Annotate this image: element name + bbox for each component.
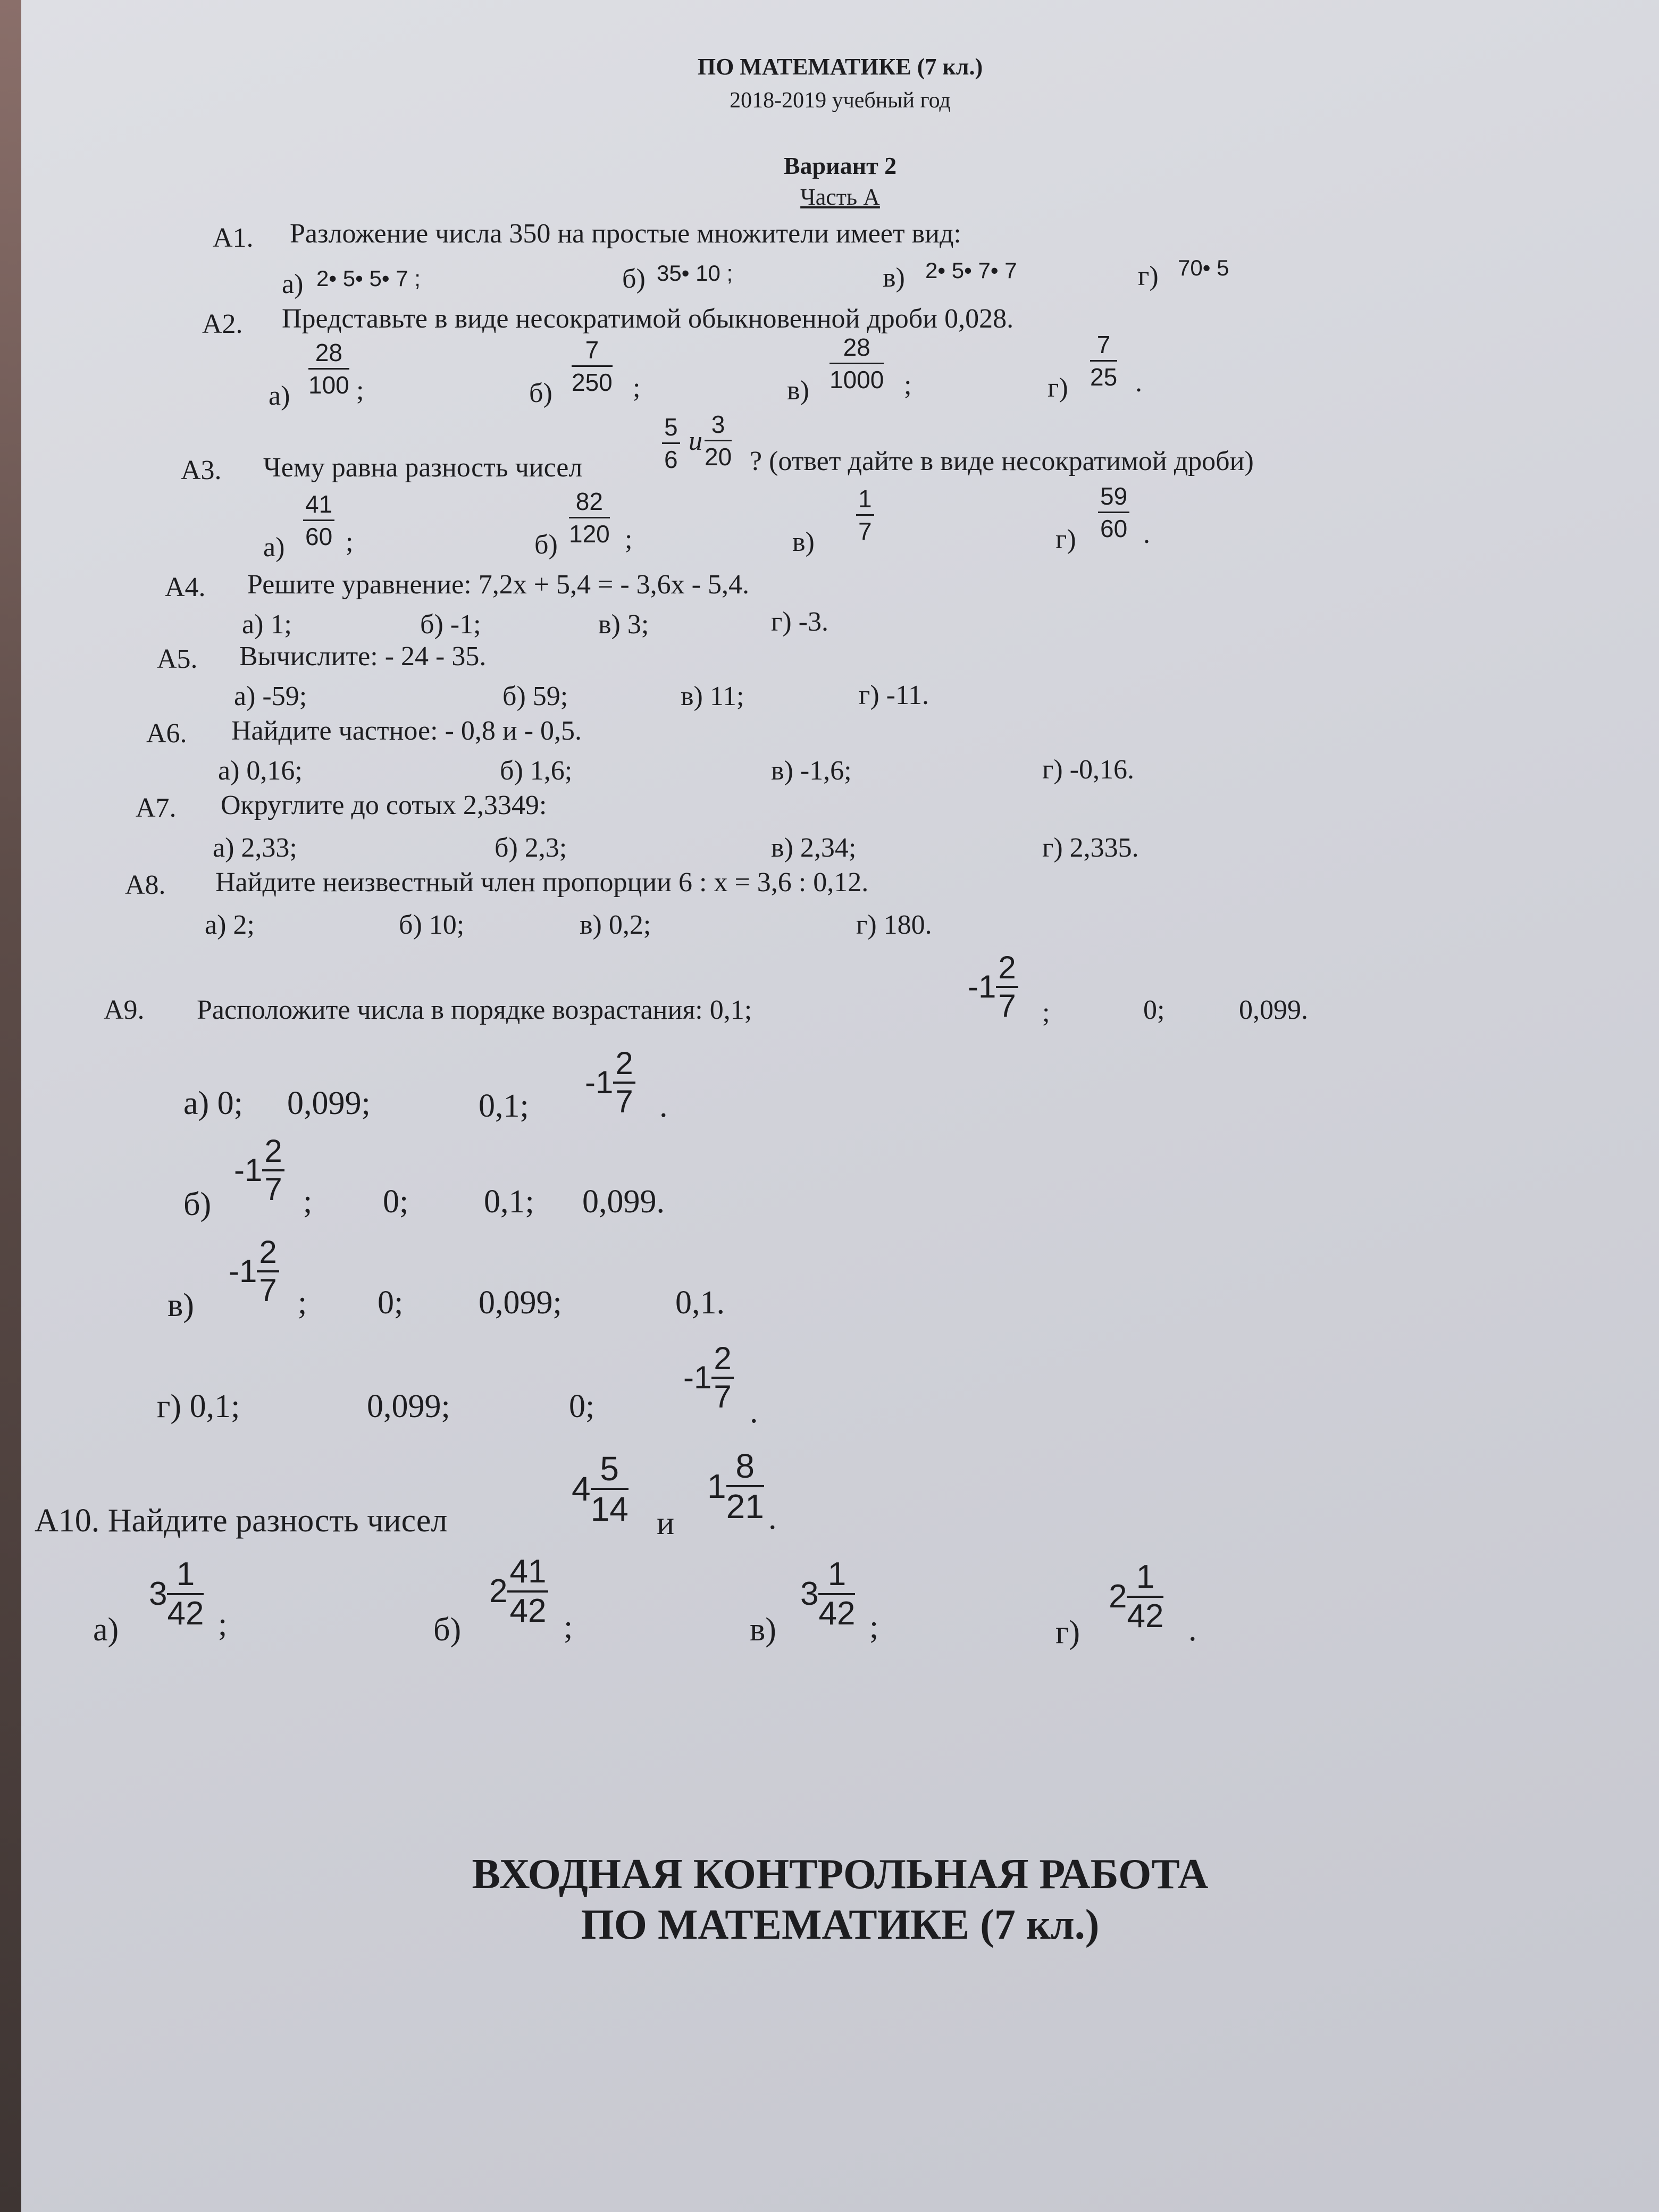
a9-option-v-letter: в) [167, 1287, 194, 1323]
a10-answer-a-letter: а) [93, 1612, 119, 1648]
a5-answer-a: а) -59; [234, 681, 307, 711]
question-a7-text: Округлите до сотых 2,3349: [221, 790, 547, 820]
a3-answer-v-letter: в) [792, 527, 815, 557]
question-a6-text: Найдите частное: - 0,8 и - 0,5. [231, 716, 582, 746]
a3-and: и [689, 426, 702, 456]
a9-option-v-tail: ; [298, 1285, 307, 1321]
a1-answer-v-value: 2• 5• 7• 7 [925, 258, 1017, 283]
a10-mixed-2: 1 $\frac{8}{21}$ [707, 1447, 764, 1526]
a10-dot: . [768, 1500, 777, 1536]
a4-answer-a: а) 1; [242, 609, 292, 640]
question-a2-text: Представьте в виде несократимой обыкновенной дроби 0,028. [282, 304, 1014, 334]
a7-answer-b: б) 2,3; [495, 833, 567, 863]
a9-option-g-mixed: -1 $\frac{2}{7}$ [683, 1343, 734, 1413]
a4-answer-b: б) -1; [420, 609, 481, 640]
a6-answer-a: а) 0,16; [218, 756, 303, 786]
a9-option-b-v4: 0,099. [582, 1184, 665, 1220]
question-a10-label: А10. Найдите разность чисел [35, 1503, 448, 1539]
a10-answer-g-mixed: 2 $\frac{1}{42}$ [1109, 1559, 1164, 1635]
a7-answer-v: в) 2,34; [771, 833, 857, 863]
a3-answer-b-fraction: $\frac{82}{120}$ [569, 488, 610, 548]
a2-answer-b-fraction: $\frac{7}{250}$ [572, 336, 613, 396]
question-a4-label: А4. [165, 572, 206, 602]
a9-semicolon: ; [1042, 998, 1050, 1028]
a3-answer-g-letter: г) [1055, 524, 1076, 555]
part-title: Часть А [800, 184, 880, 210]
a9-option-a-tail: . [659, 1088, 668, 1124]
a7-answer-a: а) 2,33; [213, 833, 297, 863]
a3-fraction-1: $\frac{5}{6}$ [662, 415, 680, 472]
question-a9-label: А9. [104, 995, 145, 1025]
header-year: 2018-2019 учебный год [730, 88, 951, 113]
a9-option-g-tail: . [750, 1394, 758, 1430]
a8-answer-b: б) 10; [399, 910, 465, 940]
a3-answer-a-letter: а) [263, 532, 285, 563]
question-a5-label: А5. [157, 644, 198, 674]
a9-option-b-letter: б) [183, 1186, 212, 1222]
a2-answer-v-tail: ; [904, 370, 912, 400]
a2-answer-v-letter: в) [787, 375, 809, 406]
worksheet-page [21, 0, 1659, 2212]
a10-answer-v-mixed: 3 $\frac{1}{42}$ [800, 1556, 856, 1632]
question-a9-text: Расположите числа в порядке возрастания: 0,1; [197, 995, 752, 1025]
a10-answer-b-tail: ; [564, 1609, 573, 1645]
question-a5-text: Вычислите: - 24 - 35. [239, 641, 487, 672]
question-a6-label: А6. [146, 718, 187, 749]
a9-last: 0,099. [1239, 995, 1308, 1025]
a9-option-b-tail: ; [303, 1184, 313, 1220]
a9-option-a-letter: а) 0; [183, 1085, 243, 1121]
a1-answer-b-value: 35• 10 ; [657, 261, 733, 286]
question-a1-text: Разложение числа 350 на простые множители имеет вид: [290, 219, 961, 249]
question-a7-label: А7. [136, 793, 177, 823]
a9-option-a-v2: 0,099; [287, 1085, 371, 1121]
a3-fraction-2: $\frac{3}{20}$ [705, 410, 732, 471]
a2-answer-a-letter: а) [269, 381, 290, 411]
a9-option-v-v2: 0; [378, 1285, 404, 1321]
header-title: ПО МАТЕМАТИКЕ (7 кл.) [697, 54, 983, 80]
a10-and: и [657, 1505, 675, 1541]
a3-answer-g-tail: . [1143, 519, 1150, 549]
a3-answer-a-tail: ; [346, 527, 354, 557]
a4-answer-v: в) 3; [598, 609, 649, 640]
question-a1-label: А1. [213, 223, 254, 253]
a2-answer-a-tail: ; [356, 375, 364, 406]
a4-answer-g: г) -3. [771, 607, 828, 637]
a1-answer-g-letter: г) [1138, 261, 1159, 291]
a10-answer-b-mixed: 2 $\frac{41}{42}$ [489, 1555, 548, 1628]
a2-answer-g-tail: . [1135, 367, 1142, 398]
a9-option-v-mixed: -1 $\frac{2}{7}$ [229, 1236, 279, 1306]
a10-mixed-1: 4 $\frac{5}{14}$ [572, 1449, 629, 1528]
a6-answer-b: б) 1,6; [500, 756, 573, 786]
a1-answer-v-letter: в) [883, 263, 905, 293]
a2-answer-v-fraction: $\frac{28}{1000}$ [830, 333, 884, 393]
a7-answer-g: г) 2,335. [1042, 833, 1139, 863]
a1-answer-b-letter: б) [622, 264, 646, 294]
a9-mixed-number: -1 $\frac{2}{7}$ [968, 952, 1018, 1022]
footer-title-line1: ВХОДНАЯ КОНТРОЛЬНАЯ РАБОТА [472, 1851, 1209, 1898]
a9-option-g-v2: 0,099; [367, 1388, 450, 1425]
a8-answer-v: в) 0,2; [580, 910, 651, 940]
a9-option-b-mixed: -1 $\frac{2}{7}$ [234, 1135, 284, 1205]
question-a3-label: А3. [181, 455, 222, 485]
a10-answer-a-mixed: 3 $\frac{1}{42}$ [149, 1556, 204, 1632]
a3-answer-a-fraction: $\frac{41}{60}$ [303, 492, 334, 549]
a8-answer-g: г) 180. [856, 910, 932, 940]
question-a8-label: А8. [125, 870, 166, 900]
variant-title: Вариант 2 [783, 152, 897, 179]
a5-answer-b: б) 59; [502, 681, 568, 711]
question-a4-text: Решите уравнение: 7,2х + 5,4 = - 3,6х - 5,4. [247, 569, 749, 600]
question-a3-text-before: Чему равна разность чисел [263, 453, 583, 483]
a5-answer-g: г) -11. [859, 680, 929, 710]
a3-answer-b-tail: ; [625, 524, 633, 555]
a2-answer-g-fraction: $\frac{7}{25}$ [1090, 331, 1118, 391]
a1-answer-a-value: 2• 5• 5• 7 ; [316, 266, 421, 291]
a9-zero: 0; [1143, 995, 1165, 1025]
question-a8-text: Найдите неизвестный член пропорции 6 : х = 3,6 : 0,12. [215, 867, 869, 898]
a3-answer-v-fraction: $\frac{1}{7}$ [856, 487, 874, 543]
a2-answer-a-fraction: $\frac{28}{100}$ [308, 339, 349, 399]
a10-answer-g-letter: г) [1055, 1614, 1080, 1650]
a9-option-g-letter: г) 0,1; [157, 1388, 240, 1425]
a5-answer-v: в) 11; [681, 681, 744, 711]
a9-option-a-mixed: -1 $\frac{2}{7}$ [585, 1048, 635, 1118]
a9-option-v-v3: 0,099; [479, 1285, 562, 1321]
a10-answer-g-tail: . [1188, 1612, 1197, 1648]
a10-answer-b-letter: б) [433, 1612, 462, 1648]
a9-option-v-v4: 0,1. [675, 1285, 725, 1321]
a6-answer-g: г) -0,16. [1042, 755, 1134, 785]
a9-option-g-v3: 0; [569, 1388, 595, 1425]
a2-answer-g-letter: г) [1048, 373, 1068, 403]
a10-answer-a-tail: ; [218, 1606, 228, 1643]
a6-answer-v: в) -1,6; [771, 756, 852, 786]
footer-title-line2: ПО МАТЕМАТИКЕ (7 кл.) [581, 1901, 1100, 1948]
a9-option-b-v2: 0; [383, 1184, 409, 1220]
a3-answer-g-fraction: $\frac{59}{60}$ [1098, 484, 1129, 541]
a2-answer-b-letter: б) [529, 378, 552, 408]
question-a3-text-after: ? (ответ дайте в виде несократимой дроби) [750, 446, 1254, 476]
a10-answer-v-tail: ; [869, 1609, 879, 1645]
a10-answer-v-letter: в) [750, 1612, 776, 1648]
a9-option-a-v3: 0,1; [479, 1088, 529, 1124]
a1-answer-a-letter: а) [282, 269, 304, 299]
a9-option-b-v3: 0,1; [484, 1184, 534, 1220]
a1-answer-g-value: 70• 5 [1178, 255, 1229, 280]
a2-answer-b-tail: ; [633, 373, 641, 403]
a3-answer-b-letter: б) [534, 530, 558, 560]
question-a2-label: А2. [202, 309, 243, 339]
a8-answer-a: а) 2; [205, 910, 255, 940]
